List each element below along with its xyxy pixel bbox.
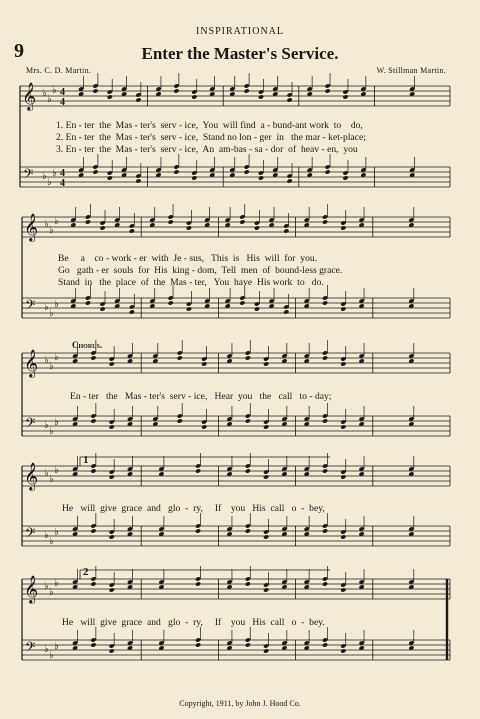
bass-note bbox=[263, 534, 269, 539]
treble-note bbox=[109, 474, 115, 479]
first-ending-number: 1 bbox=[83, 454, 89, 466]
treble-note bbox=[263, 587, 269, 592]
bass-note bbox=[325, 169, 331, 174]
treble-note bbox=[340, 587, 346, 592]
treble-note bbox=[129, 228, 135, 233]
treble-note bbox=[173, 88, 179, 93]
bass-note bbox=[245, 528, 251, 533]
flat-sign-icon: ♭ bbox=[49, 361, 54, 372]
bass-note bbox=[177, 418, 183, 423]
bass-note bbox=[129, 309, 135, 314]
treble-note bbox=[322, 581, 328, 586]
hymn-number: 9 bbox=[14, 40, 24, 62]
bass-note bbox=[92, 169, 98, 174]
hymn-title: Enter the Master's Service. bbox=[141, 44, 339, 63]
flat-sign-icon: ♭ bbox=[44, 302, 49, 313]
time-signature-bottom: 4 bbox=[60, 97, 65, 108]
treble-note bbox=[263, 361, 269, 366]
bass-note bbox=[186, 306, 192, 311]
bass-note bbox=[340, 424, 346, 429]
bass-clef-icon: 𝄢 bbox=[25, 297, 36, 316]
copyright-notice: Copyright, 1911, by John J. Hood Co. bbox=[179, 699, 301, 708]
treble-clef-icon: 𝄞 bbox=[24, 213, 39, 241]
treble-note bbox=[85, 219, 91, 224]
time-signature-top: 4 bbox=[60, 87, 65, 98]
treble-note bbox=[245, 468, 251, 473]
treble-note bbox=[239, 219, 245, 224]
bass-note bbox=[109, 648, 115, 653]
flat-sign-icon: ♭ bbox=[54, 299, 59, 310]
time-signature-bottom: 4 bbox=[60, 178, 65, 189]
bass-note bbox=[168, 300, 174, 305]
treble-note bbox=[195, 468, 201, 473]
flat-sign-icon: ♭ bbox=[44, 355, 49, 366]
bass-note bbox=[287, 178, 293, 183]
flat-sign-icon: ♭ bbox=[44, 219, 49, 230]
treble-note bbox=[177, 355, 183, 360]
flat-sign-icon: ♭ bbox=[44, 530, 49, 541]
bass-clef-icon: 𝄢 bbox=[25, 415, 36, 434]
treble-clef-icon: 𝄞 bbox=[24, 575, 39, 603]
flat-sign-icon: ♭ bbox=[54, 352, 59, 363]
chorus-line-2: He will give grace and glo - ry, If you His call o - bey, bbox=[62, 503, 325, 514]
bass-note bbox=[90, 642, 96, 647]
bass-note bbox=[340, 306, 346, 311]
verse-2-line-1: 2. En - ter the Mas - ter's serv - ice, Stand no lon - ger in the mar - ket-place; bbox=[56, 132, 366, 143]
treble-note bbox=[254, 225, 260, 230]
treble-note bbox=[107, 94, 113, 99]
bass-note bbox=[263, 424, 269, 429]
bass-note bbox=[90, 418, 96, 423]
bass-note bbox=[107, 175, 113, 180]
bass-note bbox=[173, 169, 179, 174]
treble-note bbox=[90, 581, 96, 586]
treble-note bbox=[195, 581, 201, 586]
bass-note bbox=[109, 424, 115, 429]
flat-sign-icon: ♭ bbox=[52, 85, 57, 96]
flat-sign-icon: ♭ bbox=[54, 417, 59, 428]
flat-sign-icon: ♭ bbox=[44, 644, 49, 655]
treble-note bbox=[322, 468, 328, 473]
bass-clef-icon: 𝄢 bbox=[25, 525, 36, 544]
flat-sign-icon: ♭ bbox=[44, 420, 49, 431]
bass-note bbox=[254, 306, 260, 311]
flat-sign-icon: ♭ bbox=[54, 578, 59, 589]
treble-note bbox=[287, 97, 293, 102]
flat-sign-icon: ♭ bbox=[54, 216, 59, 227]
verse-1-line-2: Be a co - work - er with Je - sus, This is His will for you. bbox=[58, 253, 318, 264]
flat-sign-icon: ♭ bbox=[49, 536, 54, 547]
bass-note bbox=[191, 175, 197, 180]
treble-note bbox=[283, 228, 289, 233]
flat-sign-icon: ♭ bbox=[49, 225, 54, 236]
flat-sign-icon: ♭ bbox=[44, 581, 49, 592]
bass-note bbox=[245, 642, 251, 647]
treble-note bbox=[168, 219, 174, 224]
bass-note bbox=[195, 528, 201, 533]
second-ending-number: 2 bbox=[83, 566, 89, 578]
verse-1-line-1: 1. En - ter the Mas - ter's serv - ice, You will find a - bund-ant work to do, bbox=[56, 120, 363, 131]
flat-sign-icon: ♭ bbox=[54, 641, 59, 652]
treble-clef-icon: 𝄞 bbox=[24, 349, 39, 377]
treble-note bbox=[340, 361, 346, 366]
treble-note bbox=[92, 88, 98, 93]
treble-clef-icon: 𝄞 bbox=[22, 82, 37, 110]
bass-note bbox=[90, 528, 96, 533]
flat-sign-icon: ♭ bbox=[49, 308, 54, 319]
treble-note bbox=[245, 581, 251, 586]
treble-note bbox=[340, 474, 346, 479]
flat-sign-icon: ♭ bbox=[54, 527, 59, 538]
bass-note bbox=[342, 175, 348, 180]
bass-note bbox=[322, 642, 328, 647]
treble-note bbox=[191, 94, 197, 99]
treble-note bbox=[109, 587, 115, 592]
bass-note bbox=[322, 528, 328, 533]
bass-note bbox=[109, 534, 115, 539]
chorus-line-3: He will give grace and glo - ry, If you His call o - bey. bbox=[62, 617, 325, 628]
treble-note bbox=[186, 225, 192, 230]
treble-note bbox=[322, 219, 328, 224]
bass-note bbox=[245, 418, 251, 423]
bass-note bbox=[263, 648, 269, 653]
composer-credit: W. Stillman Martin. bbox=[376, 66, 446, 75]
bass-note bbox=[258, 175, 264, 180]
flat-sign-icon: ♭ bbox=[49, 587, 54, 598]
treble-note bbox=[135, 97, 141, 102]
bass-note bbox=[239, 300, 245, 305]
bass-note bbox=[201, 424, 207, 429]
bass-note bbox=[85, 300, 91, 305]
bass-note bbox=[195, 642, 201, 647]
flat-sign-icon: ♭ bbox=[49, 474, 54, 485]
verse-2-line-2: Go gath - er souls for His king - dom, Tell men of bound-less grace. bbox=[58, 265, 343, 276]
bass-note bbox=[340, 534, 346, 539]
treble-note bbox=[258, 94, 264, 99]
time-signature-top: 4 bbox=[60, 168, 65, 179]
treble-note bbox=[100, 225, 106, 230]
lyricist-credit: Mrs. C. D. Martin. bbox=[26, 66, 92, 75]
flat-sign-icon: ♭ bbox=[49, 650, 54, 661]
treble-note bbox=[245, 355, 251, 360]
bass-note bbox=[135, 178, 141, 183]
treble-note bbox=[325, 88, 331, 93]
flat-sign-icon: ♭ bbox=[44, 468, 49, 479]
verse-3-line-2: Stand in the place of the Mas - ter, You have His work to do. bbox=[58, 277, 324, 288]
bass-note bbox=[283, 309, 289, 314]
treble-note bbox=[322, 355, 328, 360]
treble-note bbox=[90, 468, 96, 473]
treble-note bbox=[263, 474, 269, 479]
chorus-label: Chorus. bbox=[72, 340, 103, 350]
flat-sign-icon: ♭ bbox=[42, 88, 47, 99]
treble-note bbox=[109, 361, 115, 366]
bass-clef-icon: 𝄢 bbox=[25, 639, 36, 658]
bass-note bbox=[322, 300, 328, 305]
flat-sign-icon: ♭ bbox=[49, 426, 54, 437]
bass-note bbox=[100, 306, 106, 311]
treble-note bbox=[342, 94, 348, 99]
bass-clef-icon: 𝄢 bbox=[23, 166, 34, 185]
flat-sign-icon: ♭ bbox=[52, 168, 57, 179]
section-heading: INSPIRATIONAL bbox=[196, 26, 284, 37]
treble-clef-icon: 𝄞 bbox=[24, 462, 39, 490]
bass-note bbox=[244, 169, 250, 174]
verse-3-line-1: 3. En - ter the Mas - ter's serv - ice, An am-bas - sa - dor of heav - en, you bbox=[56, 144, 358, 155]
chorus-line-1: En - ter the Mas - ter's serv - ice, Hear you the call to - day; bbox=[70, 391, 332, 402]
treble-note bbox=[340, 225, 346, 230]
flat-sign-icon: ♭ bbox=[42, 171, 47, 182]
bass-note bbox=[340, 648, 346, 653]
treble-note bbox=[244, 88, 250, 93]
flat-sign-icon: ♭ bbox=[47, 94, 52, 105]
flat-sign-icon: ♭ bbox=[47, 177, 52, 188]
treble-note bbox=[201, 361, 207, 366]
flat-sign-icon: ♭ bbox=[54, 465, 59, 476]
treble-note bbox=[90, 355, 96, 360]
bass-note bbox=[322, 418, 328, 423]
